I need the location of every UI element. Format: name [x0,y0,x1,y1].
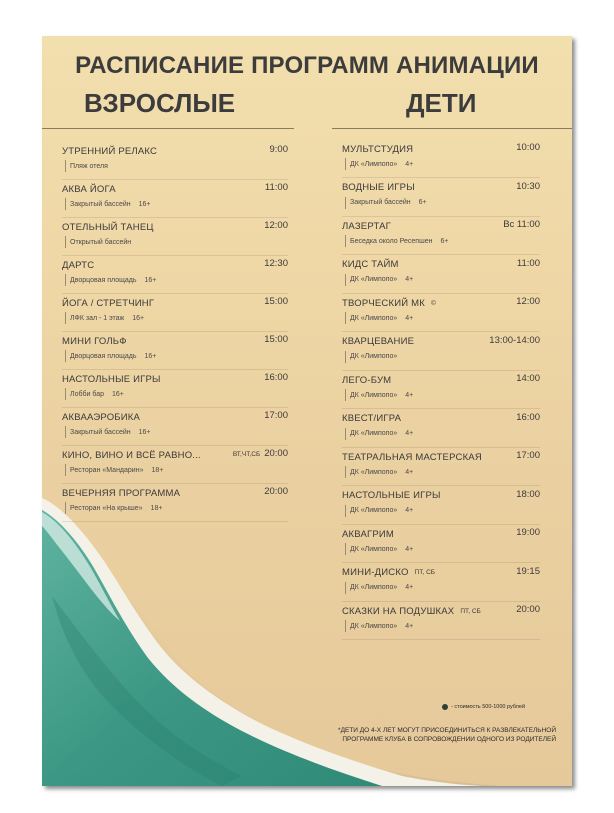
item-time-value: 17:00 [264,410,288,421]
item-time [233,448,288,459]
item-location: ДК «Лимпопо» [350,584,398,591]
item-time-value: 12:30 [264,258,288,269]
item-time [503,219,540,230]
item-age-limit: 6+ [440,237,449,245]
item-location: Закрытый бассейн [70,428,131,436]
item-location-row [345,158,413,170]
schedule-item [342,489,540,525]
item-location: ДК «Лимпопо» [350,276,398,283]
item-location: ДК «Лимпопо» [350,353,398,360]
item-separator [62,179,288,180]
item-separator [342,216,540,217]
item-title-row [342,566,435,580]
item-name: МУЛЬТСТУДИЯ [342,143,414,155]
item-title-row [62,410,140,424]
item-separator [342,254,540,255]
item-age-limit: 16+ [132,314,145,322]
item-days-badge: ПТ, СБ [414,569,436,576]
item-time [516,373,540,384]
item-time-value: 12:00 [264,220,288,231]
schedule-item [342,258,540,294]
item-title-row [342,258,399,272]
item-days-badge: ПТ, СБ [460,607,481,615]
item-location-row [65,312,144,324]
item-age-limit: 16+ [138,428,151,436]
item-time [264,410,288,421]
item-time [489,335,540,346]
item-location-row [65,350,156,362]
item-time-value: 11:00 [516,257,540,269]
cost-note-text: - стоимость 500-1000 рублей [451,704,526,710]
item-location: ДК «Лимпопо» [350,391,398,399]
schedule-poster [42,36,572,786]
item-age-limit: 4+ [405,314,414,322]
item-location-row [345,274,413,286]
item-time-value: 20:00 [264,486,288,497]
item-name: ОТЕЛЬНЫЙ ТАНЕЦ [62,221,154,233]
item-time-value: 15:00 [264,334,288,345]
item-name: ДАРТС [62,259,95,271]
item-time [516,450,540,461]
item-separator [342,485,540,486]
schedule-item [342,335,540,371]
adults-heading: ВЗРОСЛЫЕ [84,88,236,118]
item-title-row [342,604,481,618]
item-separator [342,639,540,640]
schedule-item [62,448,288,484]
item-name: КИДС ТАЙМ [342,259,399,270]
schedule-item [62,486,288,522]
item-separator [62,293,288,294]
item-time [516,566,540,577]
item-separator [62,369,288,370]
item-age-limit: 16+ [144,276,157,284]
item-name: НАСТОЛЬНЫЕ ИГРЫ [62,373,161,385]
item-name: ЛАЗЕРТАГ [342,220,392,232]
item-age-limit: 4+ [405,622,414,630]
schedule-item [342,527,540,563]
item-separator [62,407,288,408]
item-separator [342,601,540,602]
item-time [270,144,289,155]
item-name: ЙОГА / СТРЕТЧИНГ [62,297,155,309]
item-location-row [345,428,413,440]
schedule-item [62,296,288,332]
item-time-value: 16:00 [516,411,540,423]
item-location-row [65,502,162,514]
item-time-value: 18:00 [516,488,540,500]
item-location-row [345,389,413,401]
schedule-item [62,220,288,256]
item-location-row [65,236,131,248]
item-separator [62,445,288,446]
item-location: ДК «Лимпопо» [350,507,398,514]
item-location: Закрытый бассейн [350,199,411,206]
item-location-row [65,426,151,438]
schedule-item [342,296,540,332]
item-location: ДК «Лимпопо» [350,468,398,476]
item-separator [342,524,540,525]
item-name: АКВА ЙОГА [62,183,116,195]
item-separator [62,483,288,484]
item-time [264,334,288,345]
item-age-limit: 16+ [112,390,124,398]
item-time [264,296,288,307]
item-time [264,258,288,269]
item-separator [342,370,540,371]
item-time-value: 19:15 [516,565,540,577]
item-location: Лобби бар [70,390,104,398]
item-age-limit: 4+ [405,160,414,168]
item-time [264,372,288,383]
item-title-row [342,527,394,541]
item-name: АКВААЭРОБИКА [62,411,141,423]
item-title-row [342,296,436,310]
item-title-row [342,373,391,387]
item-time [516,412,540,423]
item-age-limit: 4+ [405,507,414,514]
item-location: ЛФК зал - 1 этаж [70,314,125,322]
item-name: МИНИ-ДИСКО [342,567,409,578]
item-separator [342,447,540,448]
paid-marker-icon [442,704,448,710]
item-location: Пляж отеля [70,162,108,170]
item-name: КИНО, ВИНО И ВСЁ РАВНО... [62,449,201,461]
item-title-row [342,489,441,503]
item-time-value: 14:00 [516,373,540,384]
item-time-value: 17:00 [516,450,540,461]
item-time [516,296,540,307]
item-time [516,604,540,615]
item-location: Дворцовая площадь [70,276,137,284]
item-location-row [345,312,413,324]
item-time-value: 9:00 [269,144,288,155]
schedule-item [342,566,540,602]
item-title-row [62,220,154,234]
item-location-row [65,464,163,476]
item-location: Беседка около Ресепшен [350,237,433,245]
item-location-row [65,388,124,400]
item-time-value: 13:00-14:00 [489,334,540,346]
item-title-row [342,450,482,464]
item-location-row [345,466,413,478]
item-name: НАСТОЛЬНЫЕ ИГРЫ [342,490,441,501]
item-separator [62,521,288,522]
item-time-value: 11:00 [264,182,288,193]
item-location: ДК «Лимпопо» [350,160,398,168]
item-age-limit: 4+ [405,391,414,399]
schedule-item [342,181,540,217]
item-name: КВАРЦЕВАНИЕ [342,336,415,347]
item-separator [62,255,288,256]
item-time-value: 16:00 [264,372,288,383]
item-days-badge: © [430,299,436,307]
item-time [516,181,540,192]
item-age-limit: 4+ [405,584,414,591]
item-separator [342,408,540,409]
item-age-limit: 4+ [405,276,414,283]
item-separator [342,562,540,563]
item-separator [62,217,288,218]
item-age-limit: 18+ [150,504,163,512]
item-time [516,489,540,500]
item-title-row [62,372,161,386]
item-title-row [342,181,415,195]
item-separator [342,331,540,332]
item-location: Ресторан «На крыше» [70,504,143,512]
item-time-value: 20:00 [516,604,540,615]
item-name: МИНИ ГОЛЬФ [62,335,127,347]
item-separator [342,293,540,294]
item-location: ДК «Лимпопо» [350,430,398,437]
item-separator [342,177,540,178]
schedule-item [342,450,540,486]
schedule-item [342,373,540,409]
item-location-row [345,620,413,632]
item-location: Закрытый бассейн [70,200,131,208]
item-title-row [62,296,154,310]
item-age-limit: 4+ [405,430,414,437]
item-time [264,220,288,231]
item-location-row [345,543,413,555]
item-time [516,527,540,538]
kids-divider [332,128,572,129]
item-location-row [345,235,448,247]
item-location-row [345,351,397,363]
item-time [516,142,540,153]
schedule-item [342,412,540,448]
item-time-value: Вс 11:00 [503,219,540,230]
item-age-limit: 4+ [405,468,414,476]
item-name: АКВАГРИМ [342,528,395,540]
item-title-row [342,412,401,426]
item-title-row [62,258,94,272]
item-name: УТРЕННИЙ РЕЛАКС [62,145,158,157]
item-time [264,486,288,497]
item-title-row [342,142,413,156]
item-time [265,182,288,193]
item-title-row [342,335,414,349]
item-name: ВЕЧЕРНЯЯ ПРОГРАММА [62,487,181,499]
item-title-row [62,334,127,348]
item-age-limit: 16+ [144,352,157,360]
kids-age-note: *ДЕТИ ДО 4-Х ЛЕТ МОГУТ ПРИСОЕДИНИТЬСЯ К РАЗВЛЕКАТЕЛЬНОЙ ПРОГРАММЕ КЛУБА В СОПРОВОЖДЕНИИ ОДНОГО ИЗ РОДИТЕЛЕЙ [338,727,556,743]
item-location-row [65,198,151,210]
item-time [517,258,540,269]
item-location-row [65,274,156,286]
item-name: СКАЗКИ НА ПОДУШКАХ [342,605,455,617]
item-days: ВТ,ЧТ,СБ [232,451,261,458]
item-location: Открытый бассейн [70,238,132,246]
item-age-limit: 6+ [418,199,427,206]
schedule-item [342,219,540,255]
schedule-item [342,142,540,178]
cost-note [442,704,525,710]
item-age-limit: 16+ [138,200,151,208]
schedule-item [62,258,288,294]
schedule-item [342,604,540,640]
item-location-row [345,505,413,517]
item-location-row [65,160,108,172]
schedule-item [62,410,288,446]
item-time-value: 10:30 [516,180,540,192]
item-time-value: 19:00 [516,527,540,538]
kids-heading: ДЕТИ [406,88,477,118]
poster-title: РАСПИСАНИЕ ПРОГРАММ АНИМАЦИИ [75,52,539,79]
item-time-value: 12:00 [516,296,540,307]
item-time-value: 10:00 [516,142,540,153]
item-time-value: 20:00 [264,448,288,459]
item-location-row [345,582,413,594]
item-location: ДК «Лимпопо» [350,545,398,553]
schedule-item [62,144,288,180]
item-title-row [62,448,201,462]
item-age-limit: 4+ [405,545,414,553]
item-location: ДК «Лимпопо» [350,622,398,630]
item-name: ВОДНЫЕ ИГРЫ [342,182,415,193]
schedule-item [62,182,288,218]
item-title-row [342,219,391,233]
item-location: ДК «Лимпопо» [350,314,398,322]
item-age-limit: 18+ [151,466,164,474]
item-title-row [62,486,180,500]
item-name: ТЕАТРАЛЬНАЯ МАСТЕРСКАЯ [342,451,482,463]
item-location: Дворцовая площадь [70,352,137,360]
item-name: ЛЕГО-БУМ [342,374,392,386]
item-time-value: 15:00 [264,296,288,307]
item-title-row [62,182,116,196]
item-name: КВЕСТ/ИГРА [342,413,402,424]
item-separator [62,331,288,332]
item-name: ТВОРЧЕСКИЙ МК [342,297,425,309]
adults-divider [42,128,294,129]
schedule-item [62,334,288,370]
item-location-row [345,197,427,209]
schedule-item [62,372,288,408]
item-location: Ресторан «Мандарин» [70,466,144,474]
item-title-row [62,144,157,158]
